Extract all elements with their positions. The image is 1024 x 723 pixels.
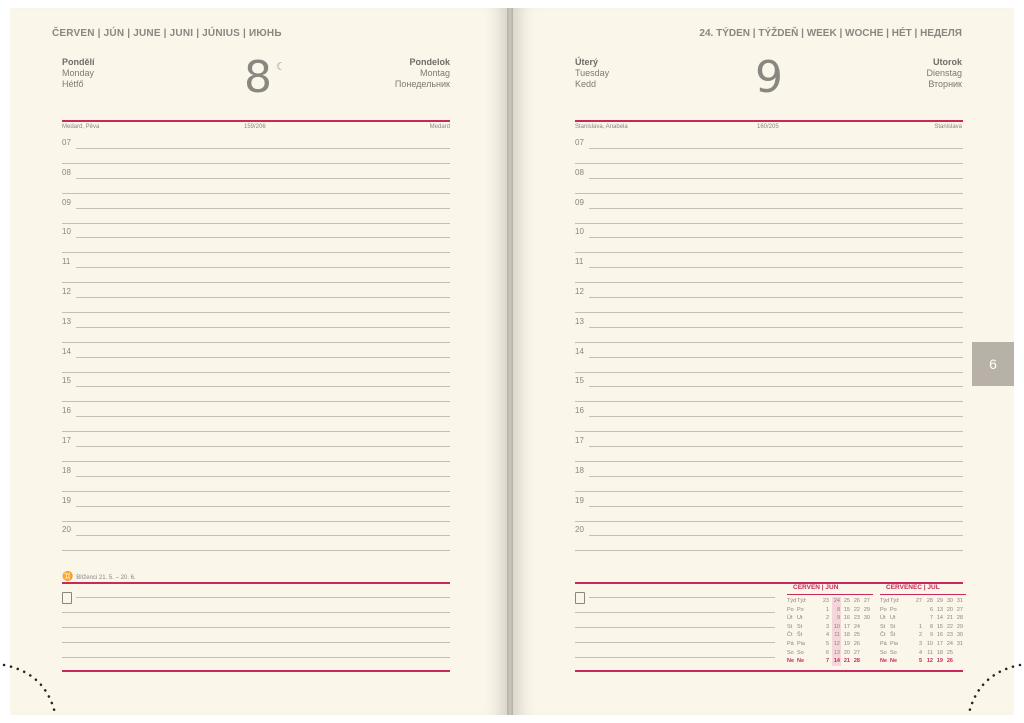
note-line — [589, 597, 775, 598]
calendar-day: 16 — [843, 615, 850, 622]
calendar-day: 14 — [936, 615, 943, 622]
hour-lines-left[interactable] — [62, 135, 450, 552]
calendar-day-row — [880, 658, 966, 666]
hour-line — [76, 506, 450, 507]
hour-line — [76, 535, 450, 536]
calendar-day: 23 — [853, 615, 860, 622]
hour-line — [589, 416, 963, 417]
calendar-day: 19 — [843, 641, 850, 647]
calendar-day: 31 — [956, 641, 963, 647]
week-number: 24 — [833, 598, 840, 604]
calendar-day: 29 — [956, 623, 963, 630]
weekday-abbr: So — [880, 649, 887, 656]
week-col-label: Týd — [787, 598, 797, 604]
hour-label: 15 — [575, 376, 584, 386]
header-divider — [575, 120, 963, 122]
weekday-cz: Úterý — [575, 57, 599, 67]
hour-row[interactable] — [575, 284, 963, 314]
hour-row[interactable] — [62, 344, 450, 374]
hour-row[interactable] — [62, 195, 450, 225]
hour-row[interactable] — [575, 254, 963, 284]
calendar-day: 4 — [918, 649, 922, 656]
hour-line — [589, 208, 963, 209]
note-line — [76, 597, 450, 598]
hour-row[interactable] — [62, 522, 450, 552]
calendar-day: 23 — [946, 632, 953, 639]
hour-label: 12 — [62, 286, 71, 296]
calendar-day-row — [787, 615, 873, 623]
calendar-day: 20 — [843, 649, 850, 656]
hour-row[interactable] — [62, 493, 450, 523]
calendar-day-row — [787, 658, 873, 666]
calendar-day: 11 — [834, 632, 840, 639]
calendar-title: ČERVEN | JÚN — [793, 584, 839, 591]
hour-line — [589, 178, 963, 179]
calendar-day: 3 — [825, 623, 829, 630]
hour-line — [589, 535, 963, 536]
calendar-day: 15 — [936, 623, 943, 630]
hour-label: 18 — [575, 465, 584, 475]
weekday-sk: Pondelok — [409, 57, 450, 67]
note-icon — [62, 592, 72, 604]
weekday-abbr: Po — [890, 606, 897, 613]
calendar-day: 28 — [853, 658, 860, 665]
hour-line — [76, 416, 450, 417]
weekday-abbr: Pia — [890, 641, 898, 647]
hour-label: 15 — [62, 376, 71, 386]
hour-line — [589, 446, 963, 447]
weekday-de: Montag — [419, 68, 450, 78]
weekday-en: Monday — [62, 68, 95, 78]
hour-row[interactable] — [62, 373, 450, 403]
calendar-day: 24 — [853, 623, 860, 630]
hour-row[interactable] — [575, 224, 963, 254]
notes-divider-left — [62, 582, 450, 584]
hour-line — [589, 297, 963, 298]
book-gutter — [507, 8, 513, 715]
hour-label: 14 — [62, 346, 71, 356]
weekday-abbr: Pá — [880, 641, 887, 647]
hour-row[interactable] — [62, 314, 450, 344]
weekday-cz: Pondělí — [62, 57, 95, 67]
calendar-rule — [787, 594, 873, 595]
weekday-de: Dienstag — [926, 68, 962, 78]
weekday-names-right — [395, 57, 450, 90]
hour-line — [589, 327, 963, 328]
calendar-day: 1 — [825, 606, 829, 613]
calendar-day: 5 — [825, 641, 829, 647]
footer-divider-left — [62, 670, 450, 672]
hour-label: 19 — [62, 495, 71, 505]
calendar-day-row — [787, 624, 873, 632]
weekday-en: Tuesday — [575, 68, 610, 78]
name-day-left: Medard, Pěva — [62, 124, 100, 130]
calendar-day: 25 — [853, 632, 860, 639]
note-line — [62, 657, 450, 658]
calendar-title: ČERVENEC | JÚL — [886, 584, 940, 591]
hour-label: 13 — [62, 316, 71, 326]
hour-row[interactable] — [62, 135, 450, 165]
day-number: 8 — [244, 52, 272, 103]
hour-row[interactable] — [575, 522, 963, 552]
weekday-abbr: So — [890, 649, 897, 656]
hour-line — [76, 148, 450, 149]
hour-label: 08 — [575, 167, 584, 177]
hour-label: 11 — [62, 257, 71, 267]
hour-label: 09 — [575, 197, 584, 207]
hour-label: 20 — [575, 525, 584, 535]
calendar-day: 17 — [936, 641, 943, 647]
hour-line — [76, 476, 450, 477]
weekday-abbr: St — [890, 623, 896, 630]
calendar-day-row — [880, 650, 966, 658]
weekday-ru: Вторник — [928, 79, 962, 89]
hour-line — [589, 148, 963, 149]
hour-label: 10 — [575, 227, 584, 237]
header-divider — [62, 120, 450, 122]
calendar-day: 10 — [833, 623, 840, 630]
calendar-day: 6 — [929, 606, 933, 613]
calendar-day: 15 — [843, 606, 850, 613]
calendar-day: 17 — [843, 623, 850, 630]
weekday-abbr: Út — [880, 615, 886, 622]
hour-line — [76, 208, 450, 209]
hour-row[interactable] — [575, 195, 963, 225]
calendar-day-row — [880, 624, 966, 632]
hour-lines-right[interactable] — [575, 135, 963, 552]
weekday-abbr: Ne — [890, 658, 898, 665]
weekday-abbr: Pá — [787, 641, 794, 647]
dotted-corner-right — [964, 655, 1024, 715]
hour-label: 20 — [62, 525, 71, 535]
day-number: 9 — [755, 52, 783, 103]
half-hour-line — [62, 550, 450, 551]
calendar-day: 21 — [946, 615, 953, 622]
week-number: 25 — [843, 598, 850, 604]
weekday-ru: Понедельник — [394, 79, 450, 89]
calendar-day: 22 — [853, 606, 860, 613]
hour-line — [589, 267, 963, 268]
calendar-day-row — [880, 641, 966, 649]
hour-line — [76, 267, 450, 268]
calendar-day: 8 — [929, 623, 933, 630]
note-icon — [575, 592, 585, 604]
hour-label: 12 — [575, 286, 584, 296]
week-number: 27 — [915, 598, 922, 604]
hour-label: 14 — [575, 346, 584, 356]
calendar-day: 12 — [926, 658, 933, 665]
weekday-names-left — [62, 57, 95, 90]
day-of-year: 159/206 — [244, 124, 266, 130]
hour-row[interactable] — [62, 433, 450, 463]
hour-label: 17 — [62, 435, 71, 445]
hour-row[interactable] — [575, 314, 963, 344]
hour-line — [76, 297, 450, 298]
note-line — [62, 627, 450, 628]
calendar-day-row — [880, 607, 966, 615]
hour-row[interactable] — [575, 493, 963, 523]
calendar-day: 13 — [833, 649, 840, 656]
hour-line — [76, 178, 450, 179]
weekday-abbr: Po — [880, 606, 887, 613]
calendar-day-row — [787, 632, 873, 640]
week-number: 23 — [822, 598, 829, 604]
day-of-year: 160/205 — [757, 124, 779, 130]
calendar-day-row — [787, 607, 873, 615]
dotted-corner-left — [0, 655, 60, 715]
weekday-abbr: Út — [787, 615, 793, 622]
calendar-day: 20 — [946, 606, 953, 613]
hour-label: 10 — [62, 227, 71, 237]
name-day-right: Medard — [429, 124, 450, 130]
weekday-hu: Hétfő — [62, 79, 84, 89]
calendar-day-row — [787, 650, 873, 658]
week-header: 24. TÝDEN | TÝŽDEŇ | WEEK | WOCHE | HÉT | НЕДЕЛЯ — [699, 28, 962, 39]
weekday-abbr: Ut — [797, 615, 803, 622]
calendar-day: 30 — [956, 632, 963, 639]
hour-line — [589, 237, 963, 238]
weekday-sk: Utorok — [933, 57, 962, 67]
week-number: 29 — [936, 598, 943, 604]
calendar-rule — [880, 594, 966, 595]
name-day-left: Stanislava, Anabela — [575, 124, 628, 130]
weekday-abbr: So — [787, 649, 794, 656]
hour-line — [76, 237, 450, 238]
hour-row[interactable] — [575, 344, 963, 374]
note-line — [62, 612, 450, 613]
week-col-label: Týž — [890, 598, 899, 604]
moon-phase-icon: ☾ — [276, 61, 286, 73]
weekday-abbr: Ne — [880, 658, 888, 665]
month-tab[interactable]: 6 — [972, 342, 1014, 386]
hour-row[interactable] — [575, 463, 963, 493]
week-number: 27 — [863, 598, 870, 604]
hour-row[interactable] — [575, 373, 963, 403]
calendar-week-row — [880, 598, 966, 606]
hour-label: 16 — [575, 406, 584, 416]
calendar-day: 9 — [836, 615, 840, 622]
weekday-abbr: Čt — [787, 632, 793, 639]
note-line — [575, 642, 775, 643]
hour-row[interactable] — [575, 433, 963, 463]
hour-label: 16 — [62, 406, 71, 416]
calendar-day: 4 — [825, 632, 829, 639]
week-col-label: Týd — [880, 598, 890, 604]
gemini-icon: ♊ — [62, 571, 74, 581]
hour-line — [76, 327, 450, 328]
hour-label: 17 — [575, 435, 584, 445]
name-day-right: Stanislava — [934, 124, 962, 130]
hour-row[interactable] — [62, 403, 450, 433]
hour-label: 07 — [62, 138, 71, 147]
calendar-day-row — [787, 641, 873, 649]
calendar-day: 14 — [833, 658, 840, 665]
month-header: ČERVEN | JÚN | JUNE | JUNI | JÚNIUS | ИЮНЬ — [52, 28, 282, 39]
calendar-day: 29 — [863, 606, 870, 613]
hour-row[interactable] — [62, 463, 450, 493]
calendar-day: 26 — [853, 641, 860, 647]
hour-line — [76, 357, 450, 358]
week-number: 31 — [956, 598, 963, 604]
calendar-week-row — [787, 598, 873, 606]
calendar-day: 18 — [843, 632, 850, 639]
weekday-abbr: Ut — [890, 615, 896, 622]
calendar-day: 7 — [825, 658, 829, 665]
note-line — [62, 642, 450, 643]
calendar-day: 24 — [946, 641, 953, 647]
calendar-day: 27 — [853, 649, 860, 656]
calendar-day: 9 — [929, 632, 933, 639]
hour-label: 11 — [575, 257, 584, 267]
hour-row[interactable] — [575, 403, 963, 433]
hour-label: 19 — [575, 495, 584, 505]
calendar-day: 12 — [833, 641, 840, 647]
calendar-day: 2 — [825, 615, 829, 622]
weekday-abbr: St — [787, 623, 793, 630]
hour-row[interactable] — [62, 165, 450, 195]
hour-line — [76, 446, 450, 447]
hour-label: 08 — [62, 167, 71, 177]
hour-row[interactable] — [62, 254, 450, 284]
hour-label: 13 — [575, 316, 584, 326]
calendar-day-row — [880, 632, 966, 640]
calendar-day: 26 — [946, 658, 953, 665]
calendar-day: 8 — [836, 606, 840, 613]
weekday-abbr: Pia — [797, 641, 805, 647]
calendar-day: 18 — [936, 649, 943, 656]
week-number: 26 — [853, 598, 860, 604]
hour-row[interactable] — [62, 224, 450, 254]
note-line — [575, 627, 775, 628]
weekday-abbr: Ne — [787, 658, 795, 665]
calendar-day: 2 — [918, 632, 922, 639]
calendar-day: 3 — [918, 641, 922, 647]
weekday-abbr: Po — [797, 606, 804, 613]
weekday-abbr: St — [880, 623, 886, 630]
calendar-day: 6 — [825, 649, 829, 656]
calendar-day: 28 — [956, 615, 963, 622]
calendar-day: 11 — [927, 649, 933, 656]
calendar-day: 13 — [936, 606, 943, 613]
zodiac-text: Blíženci 21. 5. – 20. 6. — [76, 575, 136, 581]
weekday-abbr: St — [797, 623, 803, 630]
weekday-names-left — [575, 57, 609, 90]
week-number: 28 — [926, 598, 933, 604]
calendar-day: 7 — [929, 615, 933, 622]
hour-line — [76, 386, 450, 387]
hour-label: 09 — [62, 197, 71, 207]
week-number: 30 — [946, 598, 953, 604]
hour-line — [589, 386, 963, 387]
calendar-day: 1 — [918, 623, 922, 630]
half-hour-line — [575, 550, 963, 551]
footer-divider-right — [575, 670, 963, 672]
week-col-label: Týž — [797, 598, 806, 604]
hour-line — [589, 357, 963, 358]
calendar-day: 5 — [918, 658, 922, 665]
weekday-abbr: So — [797, 649, 804, 656]
hour-row[interactable] — [62, 284, 450, 314]
hour-line — [589, 506, 963, 507]
zodiac-note — [62, 571, 136, 582]
weekday-names-right — [926, 57, 962, 90]
calendar-day: 27 — [956, 606, 963, 613]
calendar-day: 19 — [936, 658, 943, 665]
calendar-day: 21 — [843, 658, 850, 665]
weekday-abbr: Ne — [797, 658, 805, 665]
calendar-day-row — [880, 615, 966, 623]
weekday-hu: Kedd — [575, 79, 597, 89]
calendar-day: 25 — [946, 649, 953, 656]
calendar-day: 10 — [926, 641, 933, 647]
weekday-abbr: Št — [890, 632, 896, 639]
note-line — [575, 612, 775, 613]
hour-label: 07 — [575, 138, 584, 147]
calendar-day: 16 — [936, 632, 943, 639]
hour-line — [589, 476, 963, 477]
calendar-day: 30 — [863, 615, 870, 622]
hour-label: 18 — [62, 465, 71, 475]
weekday-abbr: Čt — [880, 632, 886, 639]
hour-row[interactable] — [575, 165, 963, 195]
hour-row[interactable] — [575, 135, 963, 165]
calendar-day: 22 — [946, 623, 953, 630]
note-line — [575, 657, 775, 658]
weekday-abbr: Po — [787, 606, 794, 613]
weekday-abbr: Št — [797, 632, 803, 639]
